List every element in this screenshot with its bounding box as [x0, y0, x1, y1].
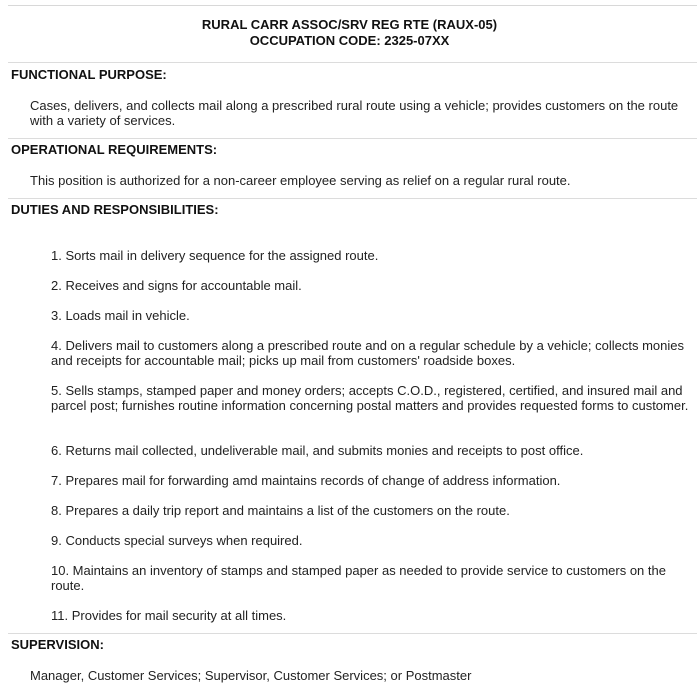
duty-item: 11. Provides for mail security at all times. — [51, 608, 287, 623]
duty-item: 4. Delivers mail to customers along a prescribed route and on a regular schedule by a vehicle; collects monies and receipts for accountable mail; picks up mail from customers' roadside boxes. — [51, 338, 684, 368]
functional-purpose-heading: FUNCTIONAL PURPOSE: — [11, 67, 167, 82]
section-divider — [8, 62, 697, 63]
section-divider — [8, 633, 697, 634]
duty-item: 3. Loads mail in vehicle. — [51, 308, 190, 323]
section-divider — [8, 138, 697, 139]
duty-item: 7. Prepares mail for forwarding amd maintains records of change of address information. — [51, 473, 561, 488]
document-header — [0, 17, 699, 49]
functional-purpose-text: Cases, delivers, and collects mail along a prescribed rural route using a vehicle; provides customers on the route with a variety of services. — [30, 98, 679, 128]
operational-requirements-text: This position is authorized for a non-career employee serving as relief on a regular rural route. — [30, 173, 571, 188]
section-divider — [8, 198, 697, 199]
operational-requirements-heading: OPERATIONAL REQUIREMENTS: — [11, 142, 218, 157]
supervision-heading: SUPERVISION: — [11, 637, 104, 652]
top-divider — [8, 5, 697, 6]
duty-item: 10. Maintains an inventory of stamps and stamped paper as needed to provide service to customers on the route. — [51, 563, 666, 593]
duty-item: 2. Receives and signs for accountable mail. — [51, 278, 302, 293]
supervision-text: Manager, Customer Services; Supervisor, Customer Services; or Postmaster — [30, 668, 472, 683]
occupation-code: OCCUPATION CODE: 2325-07XX — [249, 33, 450, 48]
position-title: RURAL CARR ASSOC/SRV REG RTE (RAUX-05) — [201, 17, 498, 32]
duty-item: 1. Sorts mail in delivery sequence for the assigned route. — [51, 248, 379, 263]
duty-item: 5. Sells stamps, stamped paper and money orders; accepts C.O.D., registered, certified, and insured mail and parcel post; furnishes routine information concerning postal matters and provides requested forms to customer. — [51, 383, 689, 413]
duty-item: 8. Prepares a daily trip report and maintains a list of the customers on the route. — [51, 503, 510, 518]
duties-heading: DUTIES AND RESPONSIBILITIES: — [11, 202, 219, 217]
duty-item: 6. Returns mail collected, undeliverable mail, and submits monies and receipts to post office. — [51, 443, 584, 458]
duty-item: 9. Conducts special surveys when required. — [51, 533, 303, 548]
